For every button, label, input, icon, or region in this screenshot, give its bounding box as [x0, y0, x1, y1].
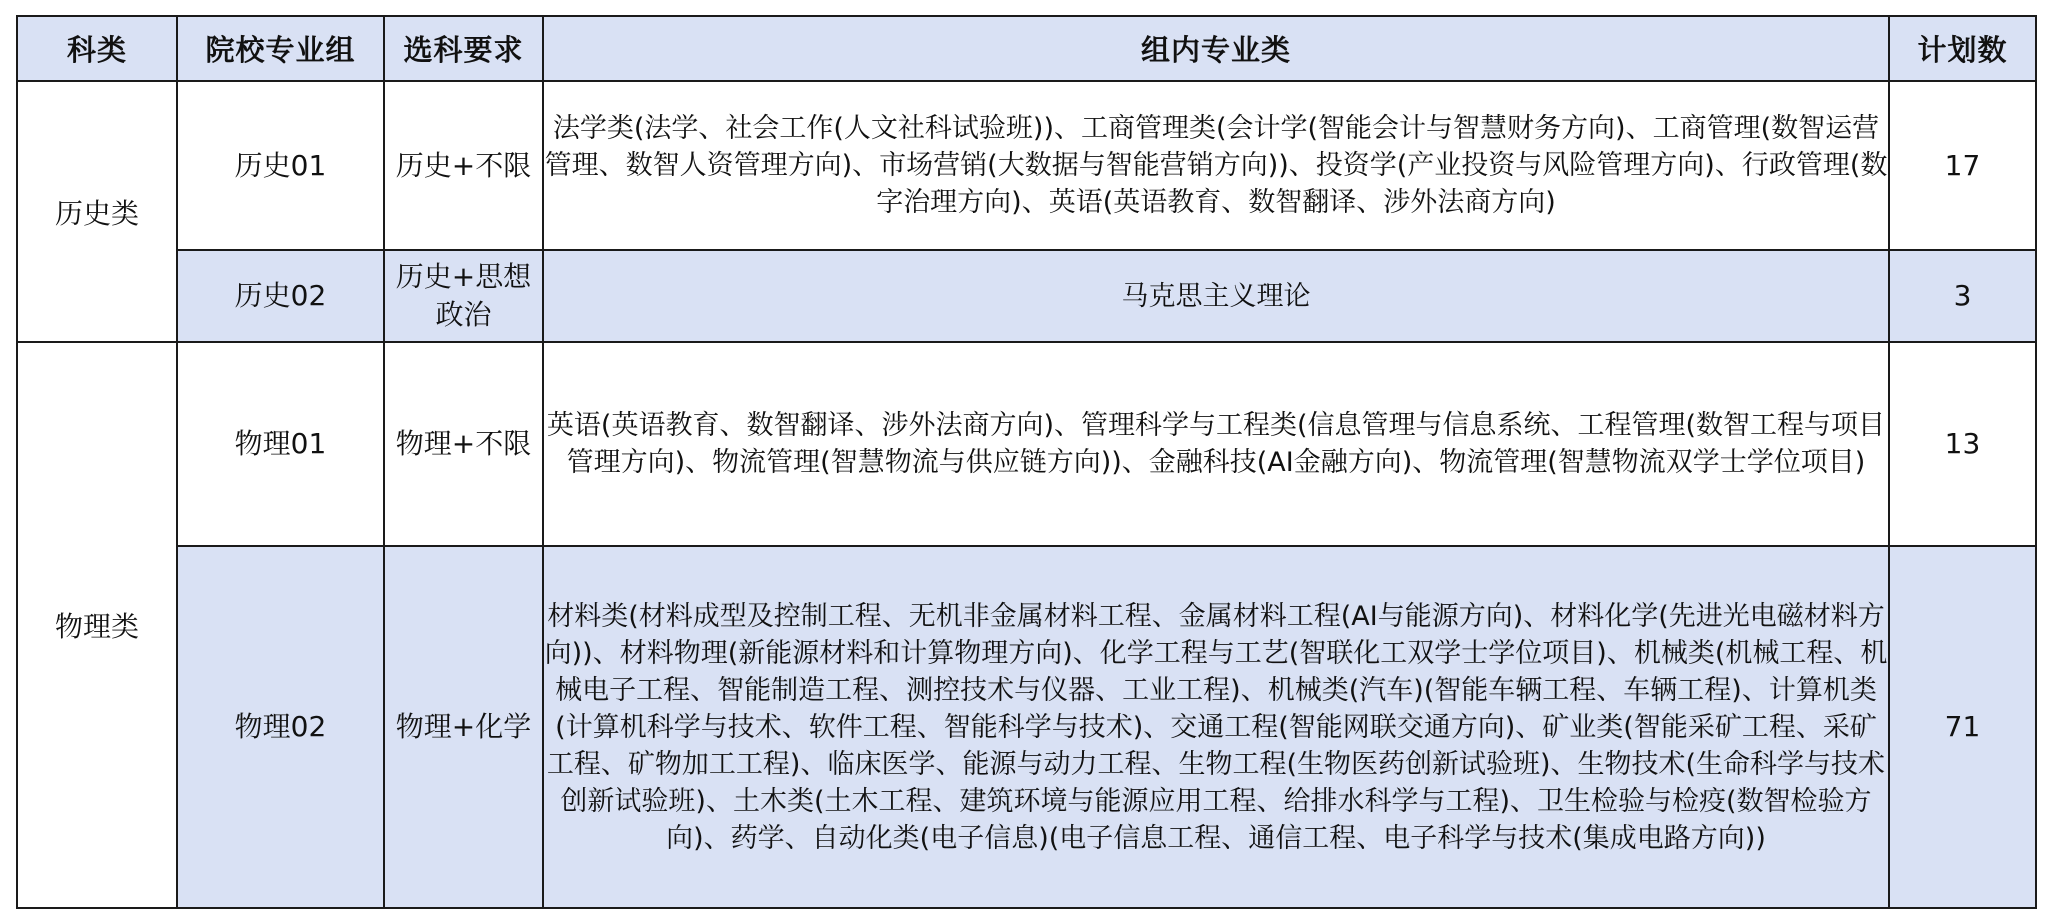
requirement-cell: 物理+不限	[384, 342, 543, 546]
group-cell: 物理01	[177, 342, 384, 546]
header-plan: 计划数	[1889, 16, 2036, 81]
table-row	[17, 342, 2036, 546]
group-cell: 物理02	[177, 546, 384, 908]
majors-cell: 法学类(法学、社会工作(人文社科试验班))、工商管理类(会计学(智能会计与智慧财务方向)、工商管理(数智运营管理、数智人资管理方向)、市场营销(大数据与智能营销方向))、投资学(产业投资与风险管理方向)、行政管理(数字治理方向)、英语(英语教育、数智翻译、涉外法商方向)	[543, 81, 1889, 250]
plan-cell: 3	[1889, 250, 2036, 342]
requirement-cell: 历史+思想政治	[384, 250, 543, 342]
majors-cell: 英语(英语教育、数智翻译、涉外法商方向)、管理科学与工程类(信息管理与信息系统、工程管理(数智工程与项目管理方向)、物流管理(智慧物流与供应链方向))、金融科技(AI金融方向)、物流管理(智慧物流双学士学位项目)	[543, 342, 1889, 546]
requirement-cell: 物理+化学	[384, 546, 543, 908]
table-row	[17, 546, 2036, 908]
plan-cell: 13	[1889, 342, 2036, 546]
table-row	[17, 81, 2036, 250]
table-header-row	[17, 16, 2036, 81]
group-cell: 历史02	[177, 250, 384, 342]
header-requirement: 选科要求	[384, 16, 543, 81]
requirement-cell: 历史+不限	[384, 81, 543, 250]
plan-cell: 17	[1889, 81, 2036, 250]
category-physics: 物理类	[17, 342, 177, 908]
header-majors: 组内专业类	[543, 16, 1889, 81]
header-group: 院校专业组	[177, 16, 384, 81]
majors-cell: 材料类(材料成型及控制工程、无机非金属材料工程、金属材料工程(AI与能源方向)、材料化学(先进光电磁材料方向))、材料物理(新能源材料和计算物理方向)、化学工程与工艺(智联化工双学士学位项目)、机械类(机械工程、机械电子工程、智能制造工程、测控技术与仪器、工业工程)、机械类(汽车)(智能车辆工程、车辆工程)、计算机类(计算机科学与技术、软件工程、智能科学与技术)、交通工程(智能网联交通方向)、矿业类(智能采矿工程、采矿工程、矿物加工工程)、临床医学、能源与动力工程、生物工程(生物医药创新试验班)、生物技术(生命科学与技术创新试验班)、土木类(土木工程、建筑环境与能源应用工程、给排水科学与工程)、卫生检验与检疫(数智检验方向)、药学、自动化类(电子信息)(电子信息工程、通信工程、电子科学与技术(集成电路方向))	[543, 546, 1889, 908]
header-category: 科类	[17, 16, 177, 81]
table-row	[17, 250, 2036, 342]
category-history: 历史类	[17, 81, 177, 342]
majors-cell: 马克思主义理论	[543, 250, 1889, 342]
group-cell: 历史01	[177, 81, 384, 250]
enrollment-plan-table	[16, 15, 2037, 909]
plan-cell: 71	[1889, 546, 2036, 908]
